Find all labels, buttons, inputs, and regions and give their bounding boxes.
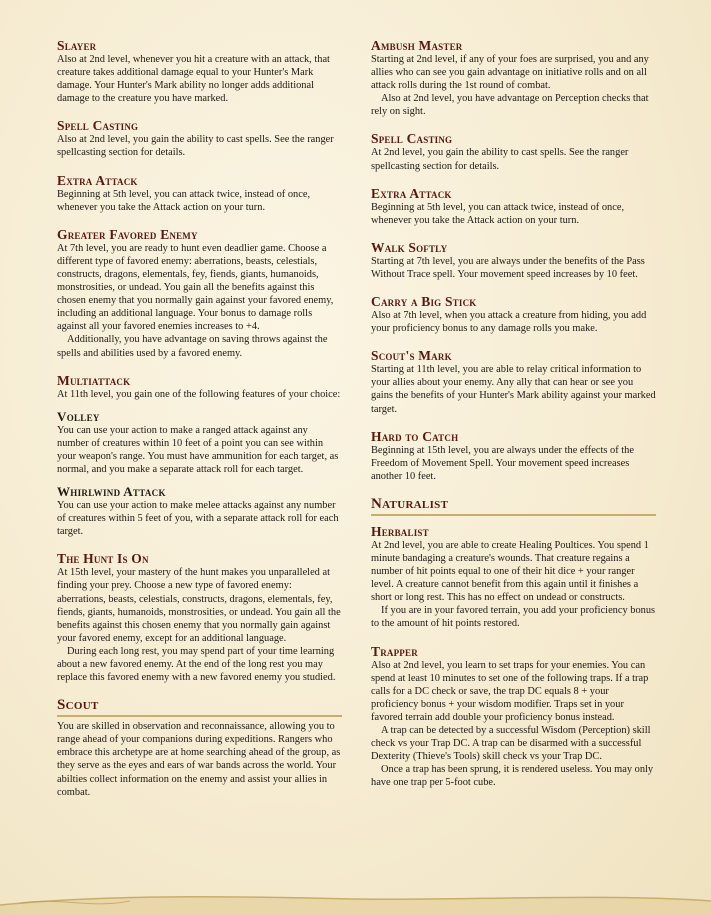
- spell-casting-text: Also at 2nd level, you gain the ability to cast spells. See the ranger spellcasting section for details.: [57, 134, 334, 159]
- heading-extra-attack: Extra Attack: [57, 172, 138, 188]
- volley-text: You can use your action to make a ranged attack against any number of creatures within 10 feet of a point you can see within your weapon's range. You must have ammunition for each target, as normal, and you make a separate attack roll for each target.: [57, 424, 339, 475]
- ambush-master-text-2: Also at 2nd level, you have advantage on Perception checks that rely on sight.: [371, 93, 649, 118]
- section-volley: [57, 409, 342, 476]
- section-spell-casting-left: [57, 118, 342, 159]
- walk-softly-text: Starting at 7th level, you are always under the benefits of the Pass Without Trace spell. Your movement speed increases by 10 feet.: [371, 255, 645, 280]
- slayer-text: Also at 2nd level, whenever you hit a creature with an attack, that creature takes additional damage equal to your Hunter's Mark damage. Your Hunter's Mark ability no longer adds additional damage to the creature you have marked.: [57, 54, 330, 105]
- heading-multiattack: Multiattack: [57, 372, 131, 388]
- heading-spell-casting: Spell Casting: [57, 118, 139, 134]
- hard-to-catch-text: Beginning at 15th level, you are always under the effects of the Freedom of Movement Spell. Your movement speed increases another 10 feet.: [371, 444, 634, 482]
- heading-herbalist: Herbalist: [371, 523, 429, 539]
- hunt-is-on-text-2: During each long rest, you may spend part of your time learning about a new favored enemy. At the end of the long rest you may replace this favored enemy with a new favored enemy you studied.: [57, 645, 336, 684]
- scouts-mark-text: Starting at 11th level, you are able to relay critical information to your allies about your enemy. Any ally that can hear or see you gains the benefits of your Hunter's Mark ability against your marked target.: [371, 364, 656, 415]
- herbalist-text-1: At 2nd level, you are able to create Healing Poultices. You spend 1 minute bandaging a creature's wounds. That creature regains a number of hit points equal to one of their hit dice + your ranger level. A creature cannot benefit from this again until it finishes a short or long rest. This has no effect on undead or constructs.: [371, 539, 649, 604]
- extra-attack-right-text: Beginning at 5th level, you can attack twice, instead of once, whenever you take the Attack action on your turn.: [371, 201, 625, 226]
- ambush-master-text-1: Starting at 2nd level, if any of your foes are surprised, you and any allies who can see you gain advantage on initiative rolls and on all attack rolls during the 1st round of combat.: [371, 54, 649, 92]
- section-scout: [57, 697, 342, 799]
- heading-scout: Scout: [57, 697, 342, 717]
- section-trapper: [371, 644, 656, 790]
- spell-casting-right-text: At 2nd level, you gain the ability to cast spells. See the ranger spellcasting section for details.: [371, 147, 629, 172]
- section-walk-softly: [371, 240, 656, 281]
- section-naturalist: [371, 496, 656, 516]
- right-column: [371, 38, 656, 789]
- heading-walk-softly: Walk Softly: [371, 239, 448, 255]
- heading-hard-to-catch: Hard to Catch: [371, 428, 459, 444]
- section-whirlwind-attack: [57, 484, 342, 538]
- section-multiattack: [57, 373, 342, 401]
- carry-big-stick-text: Also at 7th level, when you attack a creature from hiding, you add your proficiency bonus to any damage rolls you make.: [371, 310, 647, 335]
- multiattack-text: At 11th level, you gain one of the following features of your choice:: [57, 388, 341, 400]
- heading-spell-casting-right: Spell Casting: [371, 131, 453, 147]
- section-hunt-is-on: [57, 551, 342, 684]
- heading-ambush-master: Ambush Master: [371, 38, 463, 53]
- greater-favored-enemy-text-2: Additionally, you have advantage on saving throws against the spells and abilities used by a favored enemy.: [57, 334, 328, 359]
- extra-attack-text: Beginning at 5th level, you can attack twice, instead of once, whenever you take the Attack action on your turn.: [57, 188, 311, 213]
- page-footer-ornament: [0, 875, 711, 915]
- whirlwind-attack-text: You can use your action to make melee attacks against any number of creatures within 5 feet of you, with a separate attack roll for each target.: [57, 500, 339, 538]
- heading-carry-big-stick: Carry a Big Stick: [371, 294, 477, 310]
- heading-scouts-mark: Scout's Mark: [371, 348, 452, 364]
- heading-volley: Volley: [57, 408, 100, 424]
- section-ambush-master: [371, 38, 656, 118]
- section-hard-to-catch: [371, 429, 656, 483]
- section-carry-big-stick: [371, 294, 656, 335]
- heading-trapper: Trapper: [371, 643, 418, 659]
- heading-hunt-is-on: The Hunt Is On: [57, 551, 149, 567]
- heading-naturalist: Naturalist: [371, 496, 656, 516]
- trapper-text-1: Also at 2nd level, you learn to set traps for your enemies. You can spend at least 10 minutes to set one of the following traps. If a trap calls for a DC check or save, the trap DC equals 8 + your proficiency bonus + your wisdom modifier. Traps set in your favored terrain add double your proficiency bonus instead.: [371, 659, 649, 723]
- section-spell-casting-right: [371, 131, 656, 172]
- hunt-is-on-text-1: At 15th level, your mastery of the hunt makes you unparalleled at finding your prey. Choose a new type of favored enemy: aberrations, beasts, celestials, constructs, dragons, elementals, fey, fiends, giants, humanoids, monstrosities, or undead. You gain all the benefits against this chosen enemy that you normally gain against your favored enemy, except for an additional language.: [57, 567, 341, 644]
- trapper-text-2: A trap can be detected by a successful Wisdom (Perception) skill check vs your Trap DC. A trap can be disarmed with a successful Dexterity (Thieve's Tools) skill check vs your Trap DC.: [371, 725, 651, 763]
- section-extra-attack-left: [57, 173, 342, 214]
- heading-extra-attack-right: Extra Attack: [371, 185, 452, 201]
- heading-greater-favored-enemy: Greater Favored Enemy: [57, 226, 198, 242]
- section-extra-attack-right: [371, 186, 656, 227]
- section-slayer: [57, 38, 342, 105]
- trapper-text-3: Once a trap has been sprung, it is rendered useless. You may only have one trap per 5-foot cube.: [371, 764, 654, 789]
- greater-favored-enemy-text-1: At 7th level, you are ready to hunt even deadlier game. Choose a different type of favored enemy: aberrations, beasts, celestials, constructs, dragons, elementals, fey, fiends, giants, humanoids, monstrosities, or undead. You gain all the benefits against this chosen enemy that you normally gain against your favored enemy, including an additional language. Your bonus to damage rolls against all your favored enemies increases to +4.: [57, 242, 334, 333]
- scout-text: You are skilled in observation and reconnaissance, allowing you to range ahead of your companions during expeditions. Rangers who embrace this archetype are at home searching ahead of the group, as they serve as the eyes and ears of war bands across the world. Your abilties collect information on the enemy and assist your allies in combat.: [57, 721, 341, 798]
- heading-slayer: Slayer: [57, 38, 97, 53]
- heading-whirlwind-attack: Whirlwind Attack: [57, 484, 166, 500]
- herbalist-text-2: If you are in your favored terrain, you add your proficiency bonus to the amount of hit points restored.: [371, 605, 656, 630]
- section-scouts-mark: [371, 348, 656, 415]
- left-column: [57, 38, 342, 799]
- section-greater-favored-enemy: [57, 227, 342, 360]
- section-herbalist: [371, 524, 656, 631]
